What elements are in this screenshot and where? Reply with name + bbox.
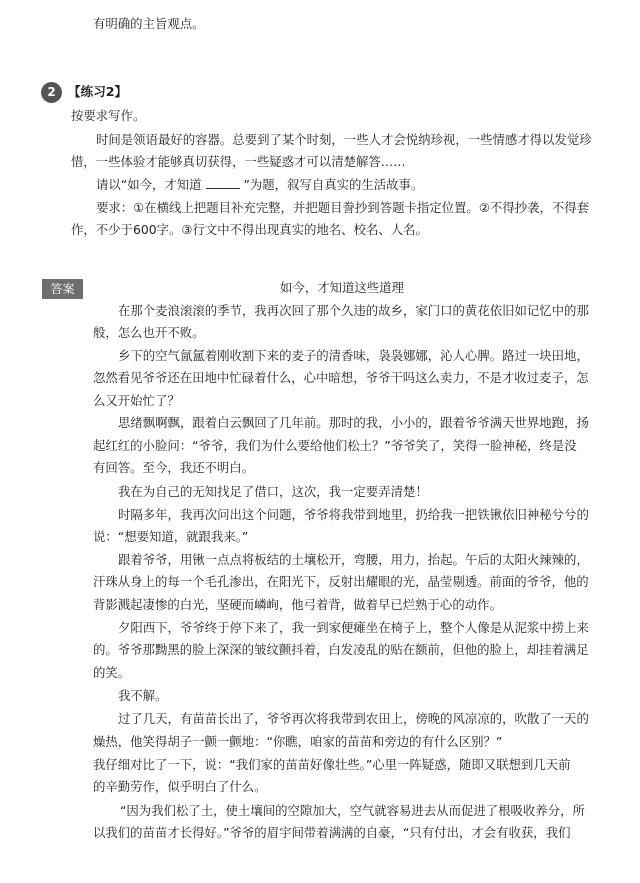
task-after: ”为题，叙写自真实的生活故事。 — [243, 177, 424, 192]
answer-line: 的辛勤劳作，似乎明白了什么。 — [93, 779, 267, 794]
answer-line: 的笑。 — [93, 665, 131, 680]
answer-line: 我在为自己的无知找足了借口，这次，我一定要弄清楚！ — [118, 484, 428, 499]
requirement-line-1: 要求：①在横线上把题目补充完整，并把题目誊抄到答题卡指定位置。②不得抄袭，不得套 — [96, 200, 590, 215]
answer-line: 汗珠从身上的每一个毛孔渗出，在阳光下，反射出耀眼的光，晶莹剔透。前面的爷爷，他的 — [93, 574, 589, 589]
prompt-line-1: 时间是领语最好的容器。总要到了某个时刻，一些人才会悦纳珍视，一些情感才得以发觉珍 — [96, 132, 592, 147]
answer-line: 我仔细对比了一下，说：“我们家的苗苗好像壮些。”心里一阵疑惑，随即又联想到几天前 — [93, 757, 571, 772]
exercise-instruction: 按要求写作。 — [71, 108, 146, 123]
title-blank — [206, 177, 240, 189]
answer-line: 说：“想要知道，就跟我来。” — [93, 529, 249, 544]
exercise-number-badge: 2 — [41, 82, 62, 103]
answer-line: “因为我们松了土，使土壤间的空隙加大，空气就容易进去从而促进了根吸收养分，所 — [120, 803, 585, 818]
answer-line: 乡下的空气氤氲着刚收割下来的麦子的清香味，袅袅娜娜，沁人心脾。路过一块田地， — [118, 348, 589, 363]
answer-line: 思绪飘啊飘，跟着白云飘回了几年前。那时的我，小小的，跟着爷爷满天世界地跑，扬 — [118, 415, 589, 430]
answer-title: 如今，才知道这些道理 — [280, 280, 404, 295]
answer-line: 跟着爷爷，用锹一点点将板结的土壤松开，弯腰，用力，抬起。午后的太阳火辣辣的， — [118, 552, 589, 567]
answer-line: 以我们的苗苗才长得好。”爷爷的眉宇间带着满满的自豪，“只有付出，才会有收获，我们 — [93, 825, 571, 840]
answer-line: 的。爷爷那黝黑的脸上深深的皱纹颤抖着，白发凌乱的贴在额前，但他的脸上，却挂着满足 — [93, 642, 589, 657]
answer-line: 燥热，他笑得胡子一颤一颤地：“你瞧，咱家的苗苗和旁边的有什么区别？” — [93, 734, 503, 749]
requirement-line-2: 作，不少于600字。③行文中不得出现真实的地名、校名、人名。 — [71, 222, 428, 237]
answer-tag: 答案 — [42, 279, 83, 299]
prompt-line-2: 惜，一些体验才能够真切获得，一些疑惑才可以清楚解答…… — [71, 154, 406, 169]
answer-line: 夕阳西下，爷爷终于停下来了，我一到家便瘫坐在椅子上，整个人像是从泥浆中捞上来 — [118, 620, 589, 635]
task-before: 请以“如今，才知道 — [96, 177, 202, 192]
answer-line: 我不解。 — [118, 688, 168, 703]
task-line — [96, 177, 423, 193]
answer-line: 过了几天，有苗苗长出了，爷爷再次将我带到农田上，傍晚的风凉凉的，吹散了一天的 — [118, 711, 589, 726]
answer-line: 起红红的小脸问：“爷爷，我们为什么要给他们松土？”爷爷笑了，笑得一脸神秘，终是没 — [93, 438, 577, 453]
answer-line: 背影溅起凄惨的白光，坚硬而嶙峋，他弓着背，做着早已烂熟于心的动作。 — [93, 597, 502, 612]
answer-line: 忽然看见爷爷还在田地中忙碌着什么，心中暗想，爷爷干吗这么卖力，不是才收过麦子，怎 — [93, 370, 589, 385]
answer-line: 般，怎么也开不败。 — [93, 325, 205, 340]
answer-line: 么又开始忙了？ — [93, 393, 180, 408]
answer-line: 时隔多年，我再次问出这个问题，爷爷将我带到地里，扔给我一把铁锹依旧神秘兮兮的 — [118, 507, 589, 522]
top-fragment: 有明确的主旨观点。 — [93, 16, 205, 31]
answer-line: 有回答。至今，我还不明白。 — [93, 460, 255, 475]
answer-line: 在那个麦浪滚滚的季节，我再次回了那个久违的故乡，家门口的黄花依旧如记忆中的那 — [118, 303, 589, 318]
exercise-title: 【练习2】 — [68, 84, 128, 99]
